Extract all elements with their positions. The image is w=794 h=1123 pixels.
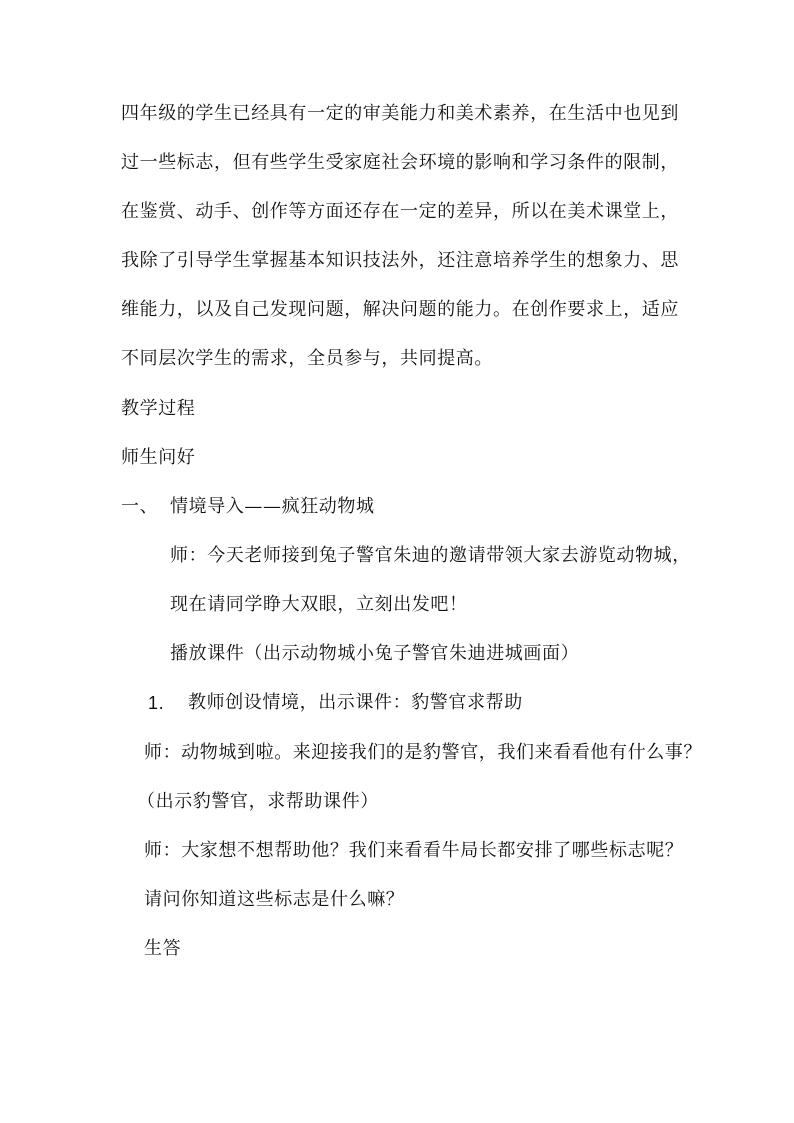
step-one-number: 1. bbox=[148, 693, 165, 713]
intro-line-2: 过一些标志，但有些学生受家庭社会环境的影响和学习条件的限制， bbox=[121, 152, 679, 173]
dialog-line-3: 师：大家想不想帮助他？我们来看看牛局长都安排了哪些标志呢？ bbox=[144, 840, 684, 861]
intro-line-6: 不同层次学生的需求，全员参与，共同提高。 bbox=[121, 348, 493, 369]
greeting-line: 师生问好 bbox=[121, 447, 196, 468]
play-courseware-line: 播放课件（出示动物城小兔子警官朱迪进城画面） bbox=[170, 643, 580, 664]
teacher-line-2: 现在请同学睁大双眼，立刻出发吧！ bbox=[170, 594, 468, 615]
dialog-line-2: （出示豹警官，求帮助课件） bbox=[137, 791, 379, 812]
dialog-line-5: 生答 bbox=[144, 938, 182, 959]
section-one-title: 情境导入——疯狂动物城 bbox=[170, 496, 375, 517]
intro-line-3: 在鉴赏、动手、创作等方面还存在一定的差异，所以在美术课堂上， bbox=[121, 201, 679, 222]
intro-line-4: 我除了引导学生掌握基本知识技法外，还注意培养学生的想象力、思 bbox=[121, 250, 679, 271]
section-one-marker: 一、 bbox=[121, 496, 159, 517]
intro-line-5: 维能力，以及自己发现问题，解决问题的能力。在创作要求上，适应 bbox=[121, 299, 679, 320]
dialog-line-4: 请问你知道这些标志是什么嘛？ bbox=[144, 889, 405, 910]
intro-line-1: 四年级的学生已经具有一定的审美能力和美术素养，在生活中也见到 bbox=[121, 103, 679, 124]
dialog-line-1: 师：动物城到啦。来迎接我们的是豹警官，我们来看看他有什么事？ bbox=[144, 742, 702, 763]
teacher-line-1: 师：今天老师接到兔子警官朱迪的邀请带领大家去游览动物城， bbox=[170, 545, 691, 566]
step-one-text: 教师创设情境，出示课件：豹警官求帮助 bbox=[188, 692, 523, 713]
heading-teaching-process: 教学过程 bbox=[121, 398, 196, 419]
